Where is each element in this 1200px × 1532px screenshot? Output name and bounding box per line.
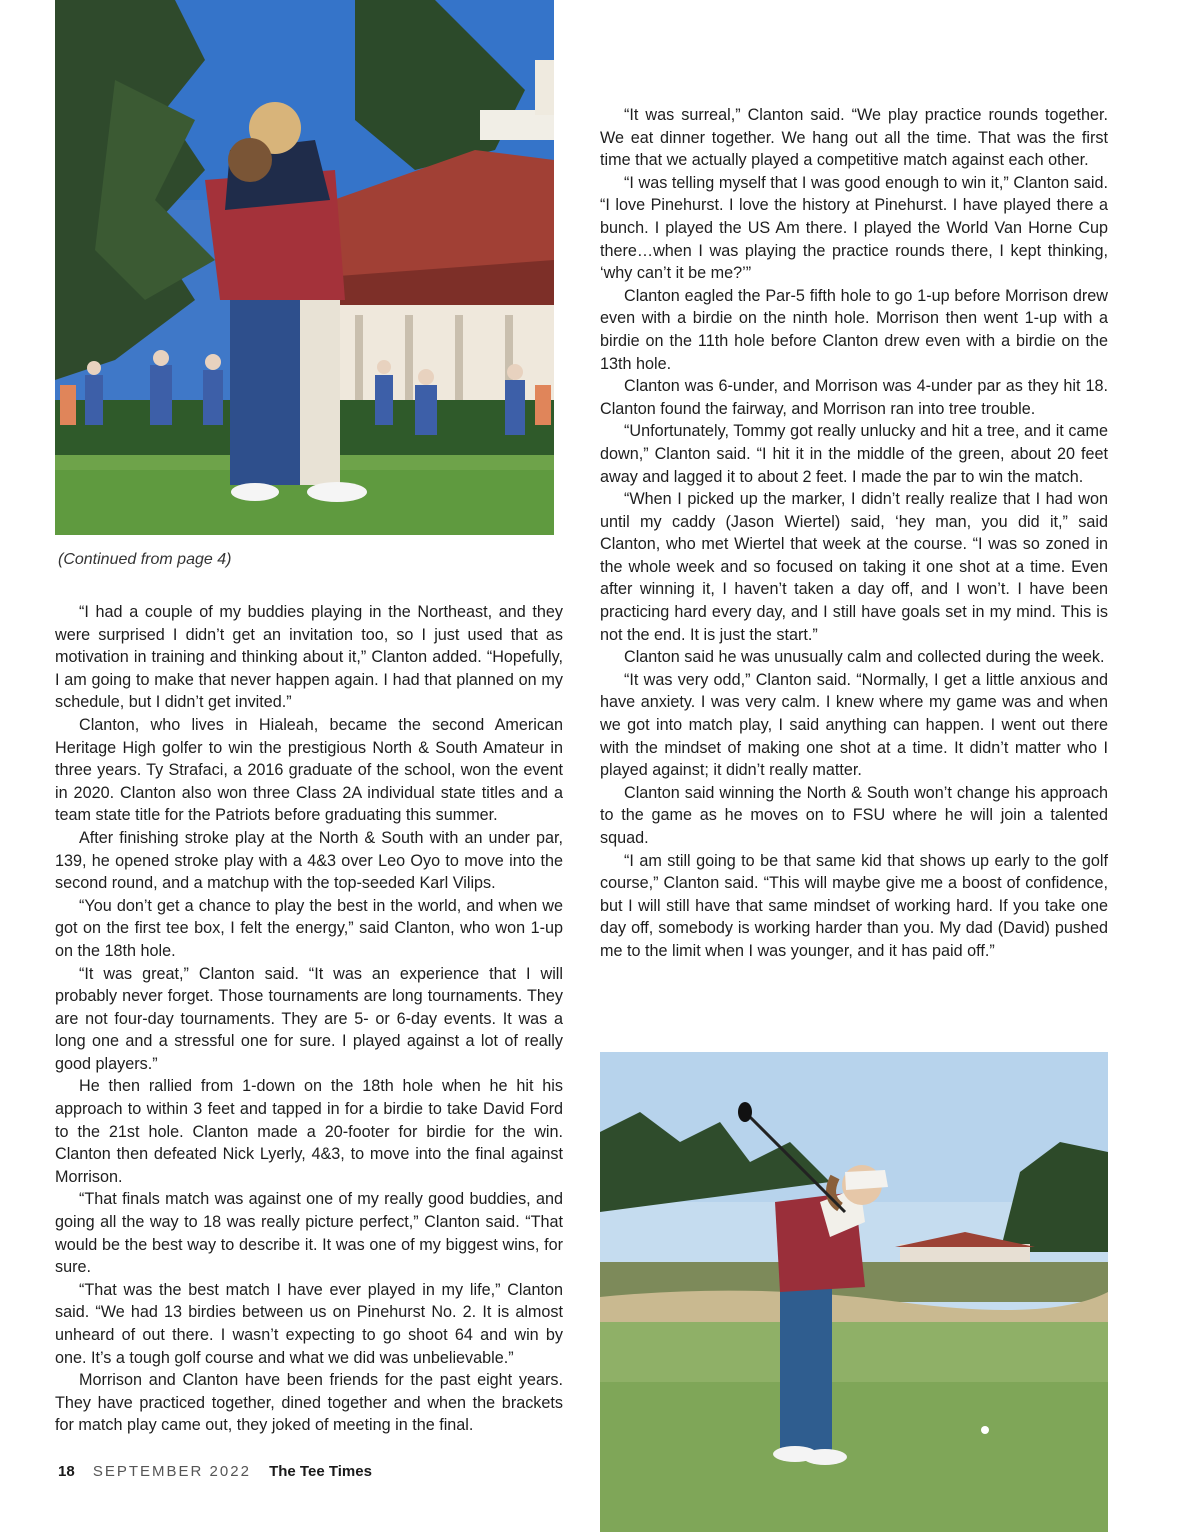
magazine-title: The Tee Times [269, 1463, 372, 1480]
paragraph: “When I picked up the marker, I didn’t really realize that I had won until my caddy (Jason Wiertel) said, ‘hey man, you did it,” said Clanton, who met Wiertel that week at the course. “I was so zoned in the whole week and so focused on taking it one shot at a time. Even after winning it, I haven’t taken a day off, and I won’t. I have been practicing hard every day, and I still have goals set in my mind. This is not the end. It is just the start.” [600, 490, 1108, 644]
page-number: 18 [58, 1463, 75, 1480]
paragraph: “It was great,” Clanton said. “It was an experience that I will probably never forget. Those tournaments are long tournaments. They are not four-day tournaments. They are 5- or 6-day events. It was a long one and a stressful one for sure. I played against a lot of really good players.” [55, 964, 563, 1073]
paragraph: After finishing stroke play at the North & South with an under par, 139, he opened stroke play with a 4&3 over Leo Oyo to move into the second round, and a matchup with the top-seeded Karl Vilips. [55, 828, 563, 893]
photo-golfer-swing [600, 1052, 1108, 1532]
paragraph: Morrison and Clanton have been friends for the past eight years. They have practiced together, dined together and when the brackets for match play came out, they joked of meeting in the final. [55, 1371, 563, 1435]
paragraph: Clanton, who lives in Hialeah, became the second American Heritage High golfer to win the prestigious North & South Amateur in three years. Ty Strafaci, a 2016 graduate of the school, won the event in 2020. Clanton also won three Class 2A individual state titles and a team state title for the Patriots before graduating this summer. [55, 715, 563, 825]
paragraph: “I am still going to be that same kid that shows up early to the golf course,” Clanton said. “This will maybe give me a boost of confidence, but I will still have that same mindset of working hard. If you take one day off, somebody is working harder than you. My dad (David) pushed me to the limit when I was younger, and it has paid off.” [600, 851, 1108, 960]
paragraph: Clanton eagled the Par-5 fifth hole to go 1-up before Morrison drew even with a birdie on the ninth hole. Morrison then went 1-up with a birdie on the 11th hole before Clanton drew even with a birdie on the 13th hole. [600, 286, 1108, 373]
article-column-left [55, 601, 563, 1437]
paragraph: “It was very odd,” Clanton said. “Normally, I get a little anxious and have anxiety. I was very calm. I knew where my game was and when we got into match play, I said anything can happen. I went out there with the mindset of making one shot at a time. It didn’t matter who I played against; it didn’t really matter. [600, 670, 1108, 780]
paragraph: “Unfortunately, Tommy got really unlucky and hit a tree, and it came down,” Clanton said. “I hit it in the middle of the green, about 20 feet away and lagged it to about 2 feet. I made the par to win the match. [600, 422, 1108, 486]
paragraph: “You don’t get a chance to play the best in the world, and when we got on the first tee box, I felt the energy,” said Clanton, who won 1-up on the 18th hole. [55, 896, 563, 960]
article-column-right [600, 104, 1108, 963]
paragraph: Clanton said he was unusually calm and collected during the week. [624, 648, 1105, 667]
paragraph: “It was surreal,” Clanton said. “We play practice rounds together. We eat dinner together. We hang out all the time. That was the first time that we actually played a competitive match against each other. [600, 106, 1108, 170]
paragraph: “That was the best match I have ever played in my life,” Clanton said. “We had 13 birdies between us on Pinehurst No. 2. It is almost unheard of out there. I wasn’t expecting to go shoot 64 and win by one. It’s a tough golf course and what we did was unbelievable.” [55, 1280, 563, 1367]
paragraph: Clanton was 6-under, and Morrison was 4-under par as they hit 18. Clanton found the fairway, and Morrison ran into tree trouble. [600, 377, 1108, 418]
issue-date: SEPTEMBER 2022 [92, 1463, 251, 1480]
photo-golfers-embracing [55, 0, 554, 535]
continued-caption: (Continued from page 4) [58, 551, 232, 568]
paragraph: Clanton said winning the North & South won’t change his approach to the game as he moves on to FSU where he will join a talented squad. [600, 783, 1108, 847]
paragraph: “I was telling myself that I was good enough to win it,” Clanton said. “I love Pinehurst. I love the history at Pinehurst. I have played there a bunch. I played the US Am there. I played the World Van Horne Cup there…when I was playing the practice rounds there, I kept thinking, ‘why can’t it be me?’” [600, 173, 1108, 283]
paragraph: “That finals match was against one of my really good buddies, and going all the way to 18 was really picture perfect,” Clanton said. “That would be the best way to describe it. It was one of my biggest wins, for sure. [55, 1190, 563, 1277]
page-footer [58, 1463, 372, 1480]
paragraph: He then rallied from 1-down on the 18th hole when he hit his approach to within 3 feet and tapped in for a birdie to take David Ford to the 21st hole. Clanton made a 20-footer for birdie for the win. Clanton then defeated Nick Lyerly, 4&3, to move into the final against Morrison. [55, 1077, 563, 1186]
paragraph: “I had a couple of my buddies playing in the Northeast, and they were surprised I didn’t get an invitation too, so I just used that as motivation in training and thinking about it,” Clanton added. “Hopefully, I am going to make that never happen again. I had that planned on my schedule, but I didn’t get invited.” [55, 603, 563, 712]
